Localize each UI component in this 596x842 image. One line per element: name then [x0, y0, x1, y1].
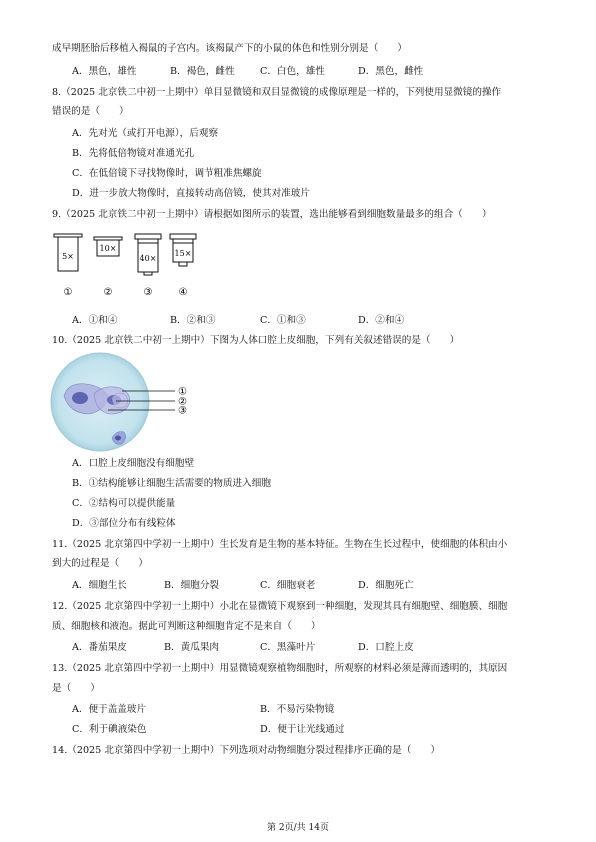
cell-label-2: ②	[178, 396, 187, 408]
page-number: 第 2页/共 14页	[267, 823, 329, 833]
option-b: B．②和③	[170, 315, 216, 326]
lens-figure	[50, 230, 210, 302]
option-c: C．白色，雄性	[260, 66, 325, 77]
option-d: D．②和④	[358, 315, 405, 326]
cell-bottom-nucleus	[115, 436, 121, 441]
question-10-stem: 10.（2025 北京铁二中初一上期中）下图为人体口腔上皮细胞，下列有关叙述错误的是（ ）	[52, 335, 460, 346]
lens-number-1: ①	[63, 287, 73, 298]
eyepiece-5x	[54, 234, 82, 271]
option-b: B．褐色，雌性	[170, 66, 235, 77]
option-c: C．②结构可以提供能量	[72, 498, 176, 509]
option-a: A．番茄果皮	[72, 642, 127, 653]
lens-number-2: ②	[103, 287, 113, 298]
question-12-stem: 12.（2025 北京第四中学初一上期中）小北在显微镜下观察到一种细胞，发现其具有细胞壁、细胞膜、细胞	[52, 601, 508, 612]
option-d: D．黑色，雌性	[358, 66, 424, 77]
option-b: B．细胞分裂	[164, 580, 220, 591]
eyepiece-10x	[94, 237, 122, 256]
cell-label-3: ③	[178, 405, 187, 417]
question-14-stem: 14.（2025 北京第四中学初一上期中）下列选项对动物细胞分裂过程排序正确的是（ ）	[52, 745, 441, 756]
option-c: C．在低倍镜下寻找物像时，调节粗准焦螺旋	[72, 168, 262, 179]
question-13-stem: 13.（2025 北京第四中学初一上期中）用显微镜观察植物细胞时，所观察的材料必须是薄而透明的，其原因	[52, 663, 508, 674]
objective-15x	[170, 234, 196, 266]
option-c: C．利于碘液染色	[72, 724, 147, 735]
question-8-stem-cont: 错误的是（ ）	[52, 106, 129, 117]
lens-label-3: 40×	[139, 254, 157, 263]
option-c: C．①和③	[260, 315, 306, 326]
option-d: D．便于让光线通过	[260, 724, 345, 735]
question-8-stem: 8.（2025 北京铁二中初一上期中）单目显微镜和双目显微镜的成像原理是一样的，下列使用显微镜的操作	[52, 87, 502, 98]
question-11-stem-cont: 到大的过程是（ ）	[52, 558, 148, 569]
option-a: A．便于盖盖玻片	[72, 704, 147, 715]
option-d: D．进一步放大物像时，直接转动高倍镜，使其对准玻片	[72, 188, 310, 199]
lens-label-4: 15×	[174, 249, 192, 258]
lens-label-2: 10×	[99, 244, 117, 253]
question-11-stem: 11.（2025 北京第四中学初一上期中）生长发育是生物的基本特征。生物在生长过程中，使细胞的体积由小	[52, 539, 508, 550]
option-b: B．黄瓜果肉	[164, 642, 220, 653]
option-a: A．先对光（或打开电源），后观察	[72, 128, 219, 139]
option-d: D．③部位分布有线粒体	[72, 518, 176, 529]
question-13-stem-cont: 是（ ）	[52, 683, 100, 694]
option-a: A．口腔上皮细胞没有细胞壁	[72, 458, 195, 469]
option-a: A．黑色，雄性	[72, 66, 137, 77]
option-d: D．口腔上皮	[358, 642, 414, 653]
cell-label-1: ①	[178, 386, 187, 398]
question-9-stem: 9.（2025 北京铁二中初一上期中）请根据如图所示的装置，选出能够看到细胞数量最多的组合（ ）	[52, 209, 492, 220]
question-12-stem-cont: 质、细胞核和液泡。据此可判断这种细胞肯定不是来自（ ）	[52, 621, 321, 632]
option-c: C．黑藻叶片	[260, 642, 316, 653]
option-a: A．①和④	[72, 315, 118, 326]
option-b: B．不易污染物镜	[260, 704, 335, 715]
option-b: B．①结构能够让细胞生活需要的物质进入细胞	[72, 478, 271, 489]
lens-number-3: ③	[143, 287, 153, 298]
option-b: B．先将低倍物镜对准通光孔	[72, 148, 195, 159]
option-c: C．细胞衰老	[260, 580, 316, 591]
option-d: D．细胞死亡	[358, 580, 414, 591]
question-7-continuation: 成早期胚胎后移植入褐鼠的子宫内。该褐鼠产下的小鼠的体色和性别分别是（ ）	[52, 43, 407, 54]
option-a: A．细胞生长	[72, 580, 127, 591]
cell-left-nucleus	[72, 392, 88, 404]
cheek-cell-figure	[50, 352, 210, 454]
lens-label-1: 5×	[62, 252, 74, 261]
objective-40x	[135, 234, 161, 275]
lens-number-4: ④	[178, 287, 188, 298]
